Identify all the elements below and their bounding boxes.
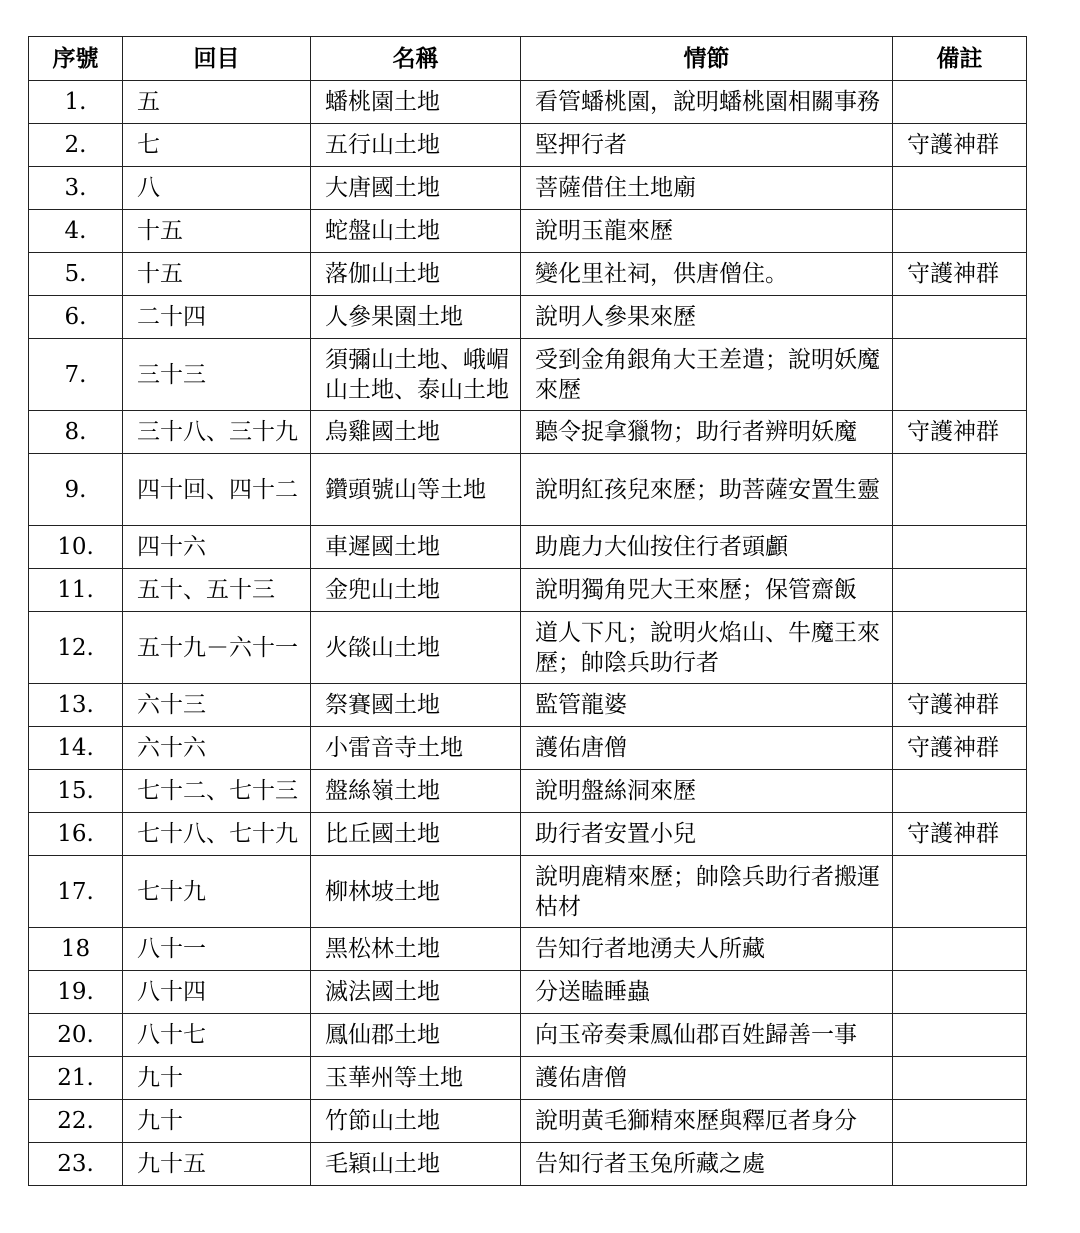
- cell-plot: 看管蟠桃園，說明蟠桃園相關事務: [521, 81, 893, 124]
- cell-chapter: 八十四: [123, 971, 311, 1014]
- table-row: [29, 1100, 1027, 1143]
- table-row: [29, 339, 1027, 411]
- header-chapter: 回目: [123, 37, 311, 81]
- header-plot: 情節: [521, 37, 893, 81]
- cell-no: 21.: [29, 1057, 123, 1100]
- cell-name: 金兜山土地: [311, 569, 521, 612]
- table-header: [29, 37, 1027, 81]
- cell-name: 落伽山土地: [311, 253, 521, 296]
- cell-plot: 說明盤絲洞來歷: [521, 770, 893, 813]
- cell-no: 3.: [29, 167, 123, 210]
- cell-chapter: 五: [123, 81, 311, 124]
- cell-note: 守護神群: [893, 124, 1027, 167]
- cell-name: 五行山土地: [311, 124, 521, 167]
- cell-plot: 向玉帝奏秉鳳仙郡百姓歸善一事: [521, 1014, 893, 1057]
- table-row: [29, 454, 1027, 526]
- cell-no: 14.: [29, 727, 123, 770]
- cell-plot: 說明玉龍來歷: [521, 210, 893, 253]
- cell-no: 22.: [29, 1100, 123, 1143]
- cell-chapter: 六十三: [123, 684, 311, 727]
- table-row: [29, 167, 1027, 210]
- cell-plot: 說明鹿精來歷；帥陰兵助行者搬運枯材: [521, 856, 893, 928]
- cell-note: [893, 971, 1027, 1014]
- cell-chapter: 七十八、七十九: [123, 813, 311, 856]
- cell-no: 11.: [29, 569, 123, 612]
- cell-no: 6.: [29, 296, 123, 339]
- cell-chapter: 二十四: [123, 296, 311, 339]
- cell-chapter: 九十: [123, 1057, 311, 1100]
- cell-name: 須彌山土地、峨嵋山土地、泰山土地: [311, 339, 521, 411]
- table-row: [29, 727, 1027, 770]
- table-row: [29, 1057, 1027, 1100]
- cell-note: 守護神群: [893, 813, 1027, 856]
- cell-plot: 說明人參果來歷: [521, 296, 893, 339]
- cell-chapter: 八: [123, 167, 311, 210]
- cell-name: 滅法國土地: [311, 971, 521, 1014]
- cell-chapter: 四十六: [123, 526, 311, 569]
- cell-name: 鳳仙郡土地: [311, 1014, 521, 1057]
- cell-chapter: 七十九: [123, 856, 311, 928]
- cell-plot: 護佑唐僧: [521, 727, 893, 770]
- cell-note: [893, 454, 1027, 526]
- cell-name: 鑽頭號山等土地: [311, 454, 521, 526]
- cell-plot: 助行者安置小兒: [521, 813, 893, 856]
- cell-no: 16.: [29, 813, 123, 856]
- cell-plot: 告知行者玉兔所藏之處: [521, 1143, 893, 1186]
- cell-note: [893, 296, 1027, 339]
- table-row: [29, 526, 1027, 569]
- cell-note: 守護神群: [893, 253, 1027, 296]
- cell-note: [893, 1143, 1027, 1186]
- cell-note: [893, 167, 1027, 210]
- cell-chapter: 八十一: [123, 928, 311, 971]
- cell-chapter: 三十三: [123, 339, 311, 411]
- cell-no: 9.: [29, 454, 123, 526]
- cell-note: [893, 928, 1027, 971]
- cell-chapter: 三十八、三十九: [123, 411, 311, 454]
- cell-chapter: 七: [123, 124, 311, 167]
- cell-no: 18: [29, 928, 123, 971]
- cell-name: 蛇盤山土地: [311, 210, 521, 253]
- cell-note: [893, 569, 1027, 612]
- cell-note: [893, 1057, 1027, 1100]
- cell-chapter: 七十二、七十三: [123, 770, 311, 813]
- cell-name: 大唐國土地: [311, 167, 521, 210]
- cell-note: [893, 81, 1027, 124]
- cell-note: [893, 1014, 1027, 1057]
- cell-note: 守護神群: [893, 727, 1027, 770]
- cell-plot: 告知行者地湧夫人所藏: [521, 928, 893, 971]
- cell-note: [893, 210, 1027, 253]
- table-row: [29, 971, 1027, 1014]
- cell-no: 7.: [29, 339, 123, 411]
- cell-plot: 說明黃毛獅精來歷與釋厄者身分: [521, 1100, 893, 1143]
- table-row: [29, 81, 1027, 124]
- cell-name: 蟠桃園土地: [311, 81, 521, 124]
- cell-name: 車遲國土地: [311, 526, 521, 569]
- cell-name: 竹節山土地: [311, 1100, 521, 1143]
- cell-plot: 監管龍婆: [521, 684, 893, 727]
- cell-name: 玉華州等土地: [311, 1057, 521, 1100]
- cell-plot: 菩薩借住土地廟: [521, 167, 893, 210]
- cell-no: 13.: [29, 684, 123, 727]
- cell-note: [893, 526, 1027, 569]
- header-note: 備註: [893, 37, 1027, 81]
- cell-plot: 變化里社祠，供唐僧住。: [521, 253, 893, 296]
- cell-chapter: 八十七: [123, 1014, 311, 1057]
- table-row: [29, 296, 1027, 339]
- cell-name: 毛穎山土地: [311, 1143, 521, 1186]
- table-row: [29, 770, 1027, 813]
- cell-plot: 堅押行者: [521, 124, 893, 167]
- cell-name: 比丘國土地: [311, 813, 521, 856]
- cell-plot: 分送瞌睡蟲: [521, 971, 893, 1014]
- table-row: [29, 1014, 1027, 1057]
- cell-no: 15.: [29, 770, 123, 813]
- cell-name: 柳林坡土地: [311, 856, 521, 928]
- cell-chapter: 十五: [123, 210, 311, 253]
- table-row: [29, 612, 1027, 684]
- cell-plot: 護佑唐僧: [521, 1057, 893, 1100]
- cell-name: 小雷音寺土地: [311, 727, 521, 770]
- cell-plot: 說明紅孩兒來歷；助菩薩安置生靈: [521, 454, 893, 526]
- cell-chapter: 五十、五十三: [123, 569, 311, 612]
- cell-note: [893, 1100, 1027, 1143]
- table-row: [29, 411, 1027, 454]
- cell-no: 5.: [29, 253, 123, 296]
- cell-no: 17.: [29, 856, 123, 928]
- header-no: 序號: [29, 37, 123, 81]
- cell-note: 守護神群: [893, 411, 1027, 454]
- cell-plot: 聽令捉拿獵物；助行者辨明妖魔: [521, 411, 893, 454]
- cell-chapter: 九十五: [123, 1143, 311, 1186]
- cell-chapter: 六十六: [123, 727, 311, 770]
- cell-chapter: 十五: [123, 253, 311, 296]
- cell-note: 守護神群: [893, 684, 1027, 727]
- cell-name: 火燄山土地: [311, 612, 521, 684]
- table-row: [29, 253, 1027, 296]
- table-body: [29, 81, 1027, 1186]
- cell-note: [893, 770, 1027, 813]
- cell-plot: 助鹿力大仙按住行者頭顱: [521, 526, 893, 569]
- cell-note: [893, 856, 1027, 928]
- cell-note: [893, 339, 1027, 411]
- cell-name: 人參果園土地: [311, 296, 521, 339]
- cell-chapter: 五十九－六十一: [123, 612, 311, 684]
- cell-chapter: 九十: [123, 1100, 311, 1143]
- cell-plot: 說明獨角兕大王來歷；保管齋飯: [521, 569, 893, 612]
- cell-no: 2.: [29, 124, 123, 167]
- table-row: [29, 569, 1027, 612]
- cell-no: 19.: [29, 971, 123, 1014]
- cell-chapter: 四十回、四十二: [123, 454, 311, 526]
- cell-plot: 道人下凡；說明火焰山、牛魔王來歷；帥陰兵助行者: [521, 612, 893, 684]
- header-name: 名稱: [311, 37, 521, 81]
- table-row: [29, 813, 1027, 856]
- cell-no: 20.: [29, 1014, 123, 1057]
- cell-no: 1.: [29, 81, 123, 124]
- table-row: [29, 210, 1027, 253]
- table-row: [29, 928, 1027, 971]
- cell-name: 盤絲嶺土地: [311, 770, 521, 813]
- cell-no: 8.: [29, 411, 123, 454]
- cell-name: 烏雞國土地: [311, 411, 521, 454]
- cell-note: [893, 612, 1027, 684]
- land-god-table: [28, 36, 1027, 1186]
- table-row: [29, 124, 1027, 167]
- cell-no: 23.: [29, 1143, 123, 1186]
- table-row: [29, 1143, 1027, 1186]
- cell-no: 4.: [29, 210, 123, 253]
- header-row: [29, 37, 1027, 81]
- cell-no: 10.: [29, 526, 123, 569]
- table-row: [29, 684, 1027, 727]
- cell-no: 12.: [29, 612, 123, 684]
- cell-name: 祭賽國土地: [311, 684, 521, 727]
- cell-plot: 受到金角銀角大王差遣；說明妖魔來歷: [521, 339, 893, 411]
- table-row: [29, 856, 1027, 928]
- cell-name: 黑松林土地: [311, 928, 521, 971]
